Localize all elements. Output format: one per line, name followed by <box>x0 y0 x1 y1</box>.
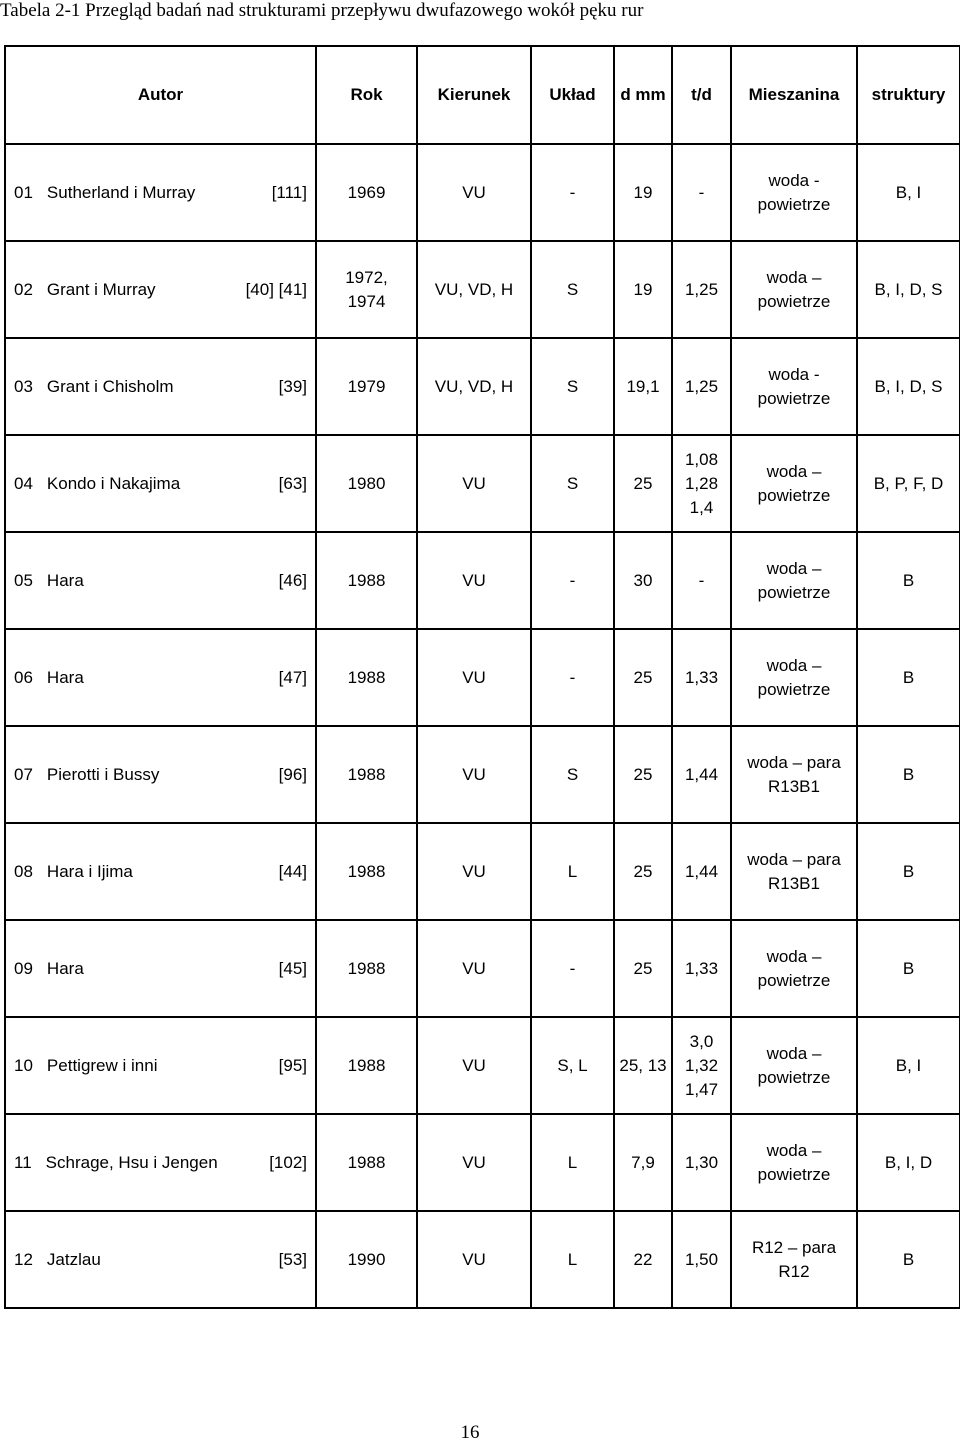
pitch-ratio-cell: 1,44 <box>672 823 731 920</box>
header-t-d: t/d <box>672 46 731 144</box>
diameter-cell: 19 <box>614 241 672 338</box>
mixture-line-2: R13B1 <box>768 873 820 893</box>
year-cell: 1988 <box>316 1017 417 1114</box>
author-name: Hara <box>46 667 84 687</box>
author-name: Kondo i Nakajima <box>46 473 181 493</box>
layout-cell: S <box>531 338 614 435</box>
direction-cell: VU <box>417 629 531 726</box>
author-left <box>14 860 133 884</box>
mixture-line-2: R13B1 <box>768 776 820 796</box>
diameter-cell: 25 <box>614 435 672 532</box>
author-name: Hara <box>46 570 84 590</box>
structures-cell: B <box>857 532 960 629</box>
author-name: Pierotti i Bussy <box>46 764 160 784</box>
structures-cell: B, I <box>857 1017 960 1114</box>
structures-cell: B, I, D, S <box>857 241 960 338</box>
author-cell <box>5 338 316 435</box>
pitch-ratio-cell: 1,25 <box>672 241 731 338</box>
author-left <box>14 278 156 302</box>
author-reference: [40] [41] <box>245 279 307 299</box>
layout-cell: S <box>531 726 614 823</box>
author-cell <box>5 823 316 920</box>
author-line <box>14 957 315 981</box>
direction-cell: VU <box>417 726 531 823</box>
layout-cell: - <box>531 629 614 726</box>
row-number: 12 <box>14 1249 33 1269</box>
direction-cell: VU <box>417 1114 531 1211</box>
mixture-cell <box>731 1017 857 1114</box>
mixture-cell <box>731 920 857 1017</box>
author-name: Hara i Ijima <box>46 861 133 881</box>
direction-cell: VU <box>417 920 531 1017</box>
mixture-line-1: woda – <box>766 1043 822 1063</box>
table-row <box>5 920 960 1017</box>
table-row <box>5 726 960 823</box>
author-cell <box>5 629 316 726</box>
mixture-line-1: woda – <box>766 655 822 675</box>
mixture-line-2: powietrze <box>757 485 831 505</box>
layout-cell: L <box>531 1114 614 1211</box>
row-number: 05 <box>14 570 33 590</box>
header-autor: Autor <box>5 46 316 144</box>
author-reference: [39] <box>278 376 307 396</box>
author-reference: [45] <box>278 958 307 978</box>
direction-cell: VU, VD, H <box>417 241 531 338</box>
table-body <box>5 144 960 1308</box>
pitch-ratio-cell: 1,33 <box>672 629 731 726</box>
table-row <box>5 823 960 920</box>
mixture-line-1: R12 – para <box>751 1237 837 1257</box>
table-caption: Tabela 2-1 Przegląd badań nad strukturami przepływu dwufazowego wokół pęku rur <box>0 0 644 21</box>
author-reference: [53] <box>278 1249 307 1269</box>
mixture-cell <box>731 1211 857 1308</box>
pitch-ratio-cell: 1,30 <box>672 1114 731 1211</box>
table-row <box>5 1114 960 1211</box>
header-mieszanina: Mieszanina <box>731 46 857 144</box>
author-name: Grant i Chisholm <box>46 376 174 396</box>
author-cell <box>5 241 316 338</box>
author-reference: [47] <box>278 667 307 687</box>
author-line <box>14 181 315 205</box>
author-cell <box>5 435 316 532</box>
header-struktury: struktury <box>857 46 960 144</box>
pitch-ratio-cell: 1,44 <box>672 726 731 823</box>
author-left <box>14 1151 218 1175</box>
table-row <box>5 144 960 241</box>
table-row <box>5 338 960 435</box>
table-row <box>5 1017 960 1114</box>
author-name: Pettigrew i inni <box>46 1055 158 1075</box>
year-cell: 1980 <box>316 435 417 532</box>
mixture-line-2: powietrze <box>757 388 831 408</box>
mixture-line-1: woda – <box>766 267 822 287</box>
author-reference: [95] <box>278 1055 307 1075</box>
year-cell: 1988 <box>316 1114 417 1211</box>
pitch-ratio-cell: - <box>672 532 731 629</box>
direction-cell: VU <box>417 435 531 532</box>
structures-cell: B <box>857 823 960 920</box>
mixture-cell <box>731 823 857 920</box>
mixture-line-2: powietrze <box>757 1164 831 1184</box>
row-number: 07 <box>14 764 33 784</box>
author-line <box>14 278 315 302</box>
header-d-mm: d mm <box>614 46 672 144</box>
author-left <box>14 1054 157 1078</box>
mixture-line-2: powietrze <box>757 679 831 699</box>
pitch-ratio-cell: 3,0 1,32 1,47 <box>672 1017 731 1114</box>
row-number: 08 <box>14 861 33 881</box>
mixture-cell <box>731 435 857 532</box>
diameter-cell: 19 <box>614 144 672 241</box>
author-line <box>14 666 315 690</box>
table-row <box>5 1211 960 1308</box>
row-number: 01 <box>14 182 33 202</box>
year-cell: 1988 <box>316 920 417 1017</box>
author-cell <box>5 726 316 823</box>
mixture-cell <box>731 532 857 629</box>
pitch-ratio-cell: 1,33 <box>672 920 731 1017</box>
mixture-line-1: woda – <box>766 558 822 578</box>
table-row <box>5 629 960 726</box>
author-left <box>14 375 174 399</box>
page-number: 16 <box>460 1422 480 1443</box>
year-cell: 1988 <box>316 532 417 629</box>
year-cell: 1988 <box>316 726 417 823</box>
author-line <box>14 1248 315 1272</box>
structures-cell: B <box>857 1211 960 1308</box>
author-line <box>14 1151 315 1175</box>
direction-cell: VU <box>417 823 531 920</box>
direction-cell: VU <box>417 144 531 241</box>
year-cell: 1972, 1974 <box>316 241 417 338</box>
header-rok: Rok <box>316 46 417 144</box>
row-number: 11 <box>14 1152 32 1172</box>
direction-cell: VU, VD, H <box>417 338 531 435</box>
author-cell <box>5 1017 316 1114</box>
mixture-line-2: powietrze <box>757 970 831 990</box>
year-cell: 1988 <box>316 629 417 726</box>
author-name: Sutherland i Murray <box>46 182 196 202</box>
mixture-line-1: woda – para <box>747 849 841 869</box>
direction-cell: VU <box>417 532 531 629</box>
author-left <box>14 1248 101 1272</box>
layout-cell: - <box>531 532 614 629</box>
header-row <box>5 46 960 144</box>
table-row <box>5 435 960 532</box>
mixture-line-1: woda - <box>768 170 820 190</box>
table-row <box>5 241 960 338</box>
author-name: Hara <box>46 958 84 978</box>
header-kierunek: Kierunek <box>417 46 531 144</box>
mixture-line-1: woda – <box>766 946 822 966</box>
layout-cell: - <box>531 144 614 241</box>
year-cell: 1969 <box>316 144 417 241</box>
author-name: Grant i Murray <box>46 279 156 299</box>
diameter-cell: 19,1 <box>614 338 672 435</box>
diameter-cell: 25 <box>614 629 672 726</box>
mixture-line-2: powietrze <box>757 291 831 311</box>
row-number: 09 <box>14 958 33 978</box>
mixture-line-2: powietrze <box>757 582 831 602</box>
layout-cell: L <box>531 1211 614 1308</box>
year-cell: 1979 <box>316 338 417 435</box>
mixture-cell <box>731 241 857 338</box>
mixture-cell <box>731 629 857 726</box>
author-left <box>14 569 84 593</box>
mixture-cell <box>731 726 857 823</box>
author-line <box>14 472 315 496</box>
studies-table <box>4 45 960 1309</box>
author-cell <box>5 1211 316 1308</box>
author-line <box>14 860 315 884</box>
row-number: 02 <box>14 279 33 299</box>
year-cell: 1990 <box>316 1211 417 1308</box>
pitch-ratio-cell: 1,08 1,28 1,4 <box>672 435 731 532</box>
author-left <box>14 181 195 205</box>
author-line <box>14 763 315 787</box>
diameter-cell: 25 <box>614 726 672 823</box>
mixture-line-2: powietrze <box>757 194 831 214</box>
layout-cell: - <box>531 920 614 1017</box>
author-reference: [46] <box>278 570 307 590</box>
author-line <box>14 375 315 399</box>
author-left <box>14 763 159 787</box>
author-left <box>14 666 84 690</box>
row-number: 06 <box>14 667 33 687</box>
author-reference: [96] <box>278 764 307 784</box>
mixture-line-1: woda – para <box>747 752 841 772</box>
diameter-cell: 7,9 <box>614 1114 672 1211</box>
mixture-line-1: woda – <box>766 461 822 481</box>
structures-cell: B <box>857 629 960 726</box>
layout-cell: S <box>531 435 614 532</box>
author-line <box>14 569 315 593</box>
structures-cell: B, I, D, S <box>857 338 960 435</box>
row-number: 03 <box>14 376 33 396</box>
structures-cell: B, P, F, D <box>857 435 960 532</box>
diameter-cell: 25 <box>614 920 672 1017</box>
row-number: 04 <box>14 473 33 493</box>
direction-cell: VU <box>417 1017 531 1114</box>
table-row <box>5 532 960 629</box>
author-cell <box>5 1114 316 1211</box>
diameter-cell: 22 <box>614 1211 672 1308</box>
row-number: 10 <box>14 1055 33 1075</box>
layout-cell: S, L <box>531 1017 614 1114</box>
author-name: Schrage, Hsu i Jengen <box>45 1152 218 1172</box>
mixture-line-2: powietrze <box>757 1067 831 1087</box>
pitch-ratio-cell: 1,50 <box>672 1211 731 1308</box>
diameter-cell: 30 <box>614 532 672 629</box>
author-line <box>14 1054 315 1078</box>
mixture-line-1: woda - <box>768 364 820 384</box>
year-cell: 1988 <box>316 823 417 920</box>
author-cell <box>5 144 316 241</box>
mixture-cell <box>731 1114 857 1211</box>
structures-cell: B <box>857 726 960 823</box>
diameter-cell: 25 <box>614 823 672 920</box>
author-cell <box>5 920 316 1017</box>
diameter-cell: 25, 13 <box>614 1017 672 1114</box>
layout-cell: L <box>531 823 614 920</box>
mixture-cell <box>731 144 857 241</box>
author-reference: [111] <box>271 182 307 202</box>
author-name: Jatzlau <box>46 1249 101 1269</box>
author-reference: [44] <box>278 861 307 881</box>
author-cell <box>5 532 316 629</box>
mixture-cell <box>731 338 857 435</box>
author-left <box>14 957 84 981</box>
structures-cell: B <box>857 920 960 1017</box>
direction-cell: VU <box>417 1211 531 1308</box>
author-reference: [63] <box>278 473 307 493</box>
pitch-ratio-cell: - <box>672 144 731 241</box>
mixture-line-1: woda – <box>766 1140 822 1160</box>
mixture-line-2: R12 <box>778 1261 810 1281</box>
pitch-ratio-cell: 1,25 <box>672 338 731 435</box>
author-left <box>14 472 180 496</box>
layout-cell: S <box>531 241 614 338</box>
structures-cell: B, I <box>857 144 960 241</box>
structures-cell: B, I, D <box>857 1114 960 1211</box>
author-reference: [102] <box>269 1152 307 1172</box>
header-uklad: Układ <box>531 46 614 144</box>
